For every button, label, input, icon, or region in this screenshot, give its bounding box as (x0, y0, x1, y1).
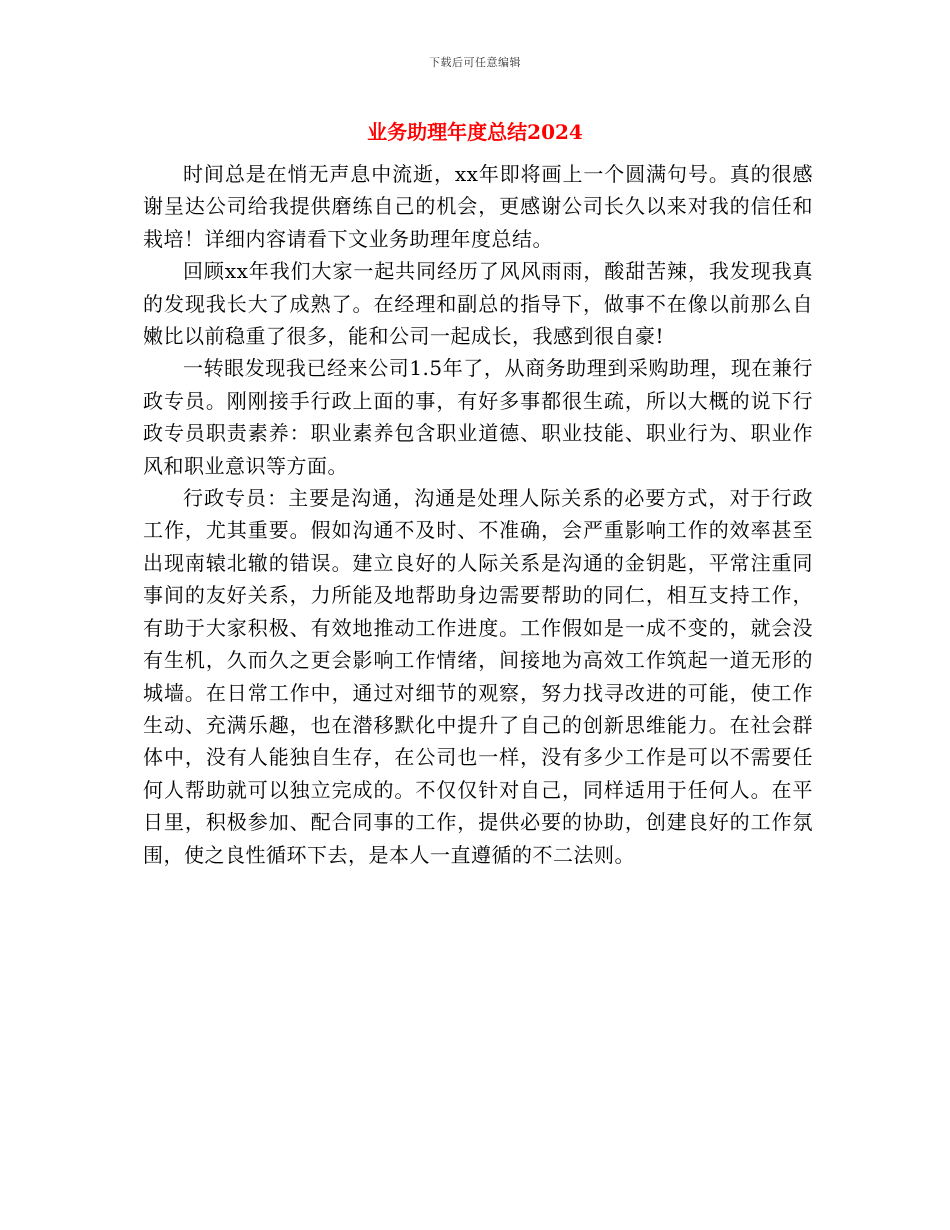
document-title: 业务助理年度总结2024 (367, 120, 583, 144)
paragraph-intro: 时间总是在悄无声息中流逝，xx年即将画上一个圆满句号。真的很感谢呈达公司给我提供磨练自己的机会，更感谢公司长久以来对我的信任和栽培！详细内容请看下文业务助理年度总结。 (143, 162, 813, 251)
document-body (143, 158, 813, 871)
paragraph-review: 回顾xx年我们大家一起共同经历了风风雨雨，酸甜苦辣，我发现我真的发现我长大了成熟了。在经理和副总的指导下，做事不在像以前那么自嫩比以前稳重了很多，能和公司一起成长，我感到很自豪! (143, 259, 813, 349)
header-note: 下载后可任意编辑 (429, 56, 521, 69)
paragraph-role: 一转眼发现我已经来公司1.5年了，从商务助理到采购助理，现在兼行政专员。刚刚接手行政上面的事，有好多事都很生疏，所以大概的说下行政专员职责素养：职业素养包含职业道德、职业技能、职业行为、职业作风和职业意识等方面。 (143, 356, 813, 478)
paragraph-admin: 行政专员：主要是沟通，沟通是处理人际关系的必要方式，对于行政工作，尤其重要。假如沟通不及时、不准确，会严重影响工作的效率甚至出现南辕北辙的错误。建立良好的人际关系是沟通的金钥匙，平常注重同事间的友好关系，力所能及地帮助身边需要帮助的同仁，相互支持工作，有助于大家积极、有效地推动工作进度。工作假如是一成不变的，就会没有生机，久而久之更会影响工作情绪，间接地为高效工作筑起一道无形的城墙。在日常工作中，通过对细节的观察，努力找寻改进的可能，使工作生动、充满乐趣，也在潜移默化中提升了自己的创新思维能力。在社会群体中，没有人能独自生存，在公司也一样，没有多少工作是可以不需要任何人帮助就可以独立完成的。不仅仅针对自己，同样适用于任何人。在平日里，积极参加、配合同事的工作，提供必要的协助，创建良好的工作氛围，使之良性循环下去，是本人一直遵循的不二法则。 (143, 486, 813, 867)
